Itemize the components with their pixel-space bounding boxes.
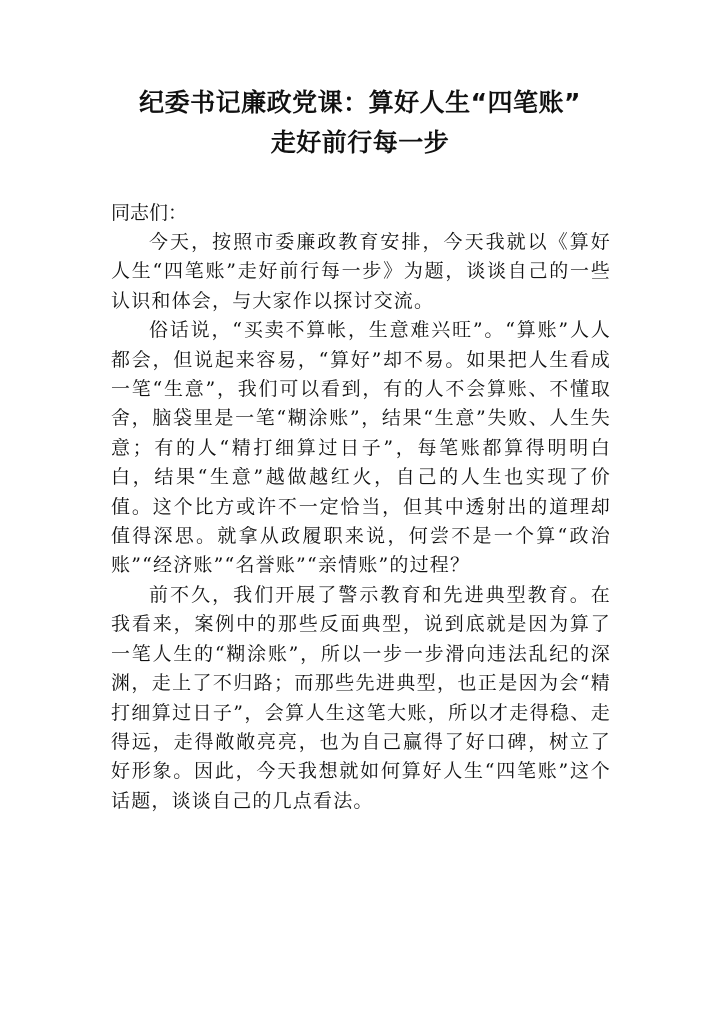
paragraph-3: 前不久，我们开展了警示教育和先进典型教育。在我看来，案例中的那些反面典型，说到底就是因为算了一笔人生的“糊涂账”，所以一步一步滑向违法乱纪的深渊，走上了不归路；而那些先进典型，也正是因为会“精打细算过日子”，会算人生这笔大账，所以才走得稳、走得远，走得敞敞亮亮，也为自己赢得了好口碑，树立了好形象。因此，今天我想就如何算好人生“四笔账”这个话题，谈谈自己的几点看法。 (111, 583, 611, 812)
paragraph-2: 俗话说，“买卖不算帐，生意难兴旺”。“算账”人人都会，但说起来容易，“算好”却不易。如果把人生看成一笔“生意”，我们可以看到，有的人不会算账、不懂取舍，脑袋里是一笔“糊涂账”，结果“生意”失败、人生失意；有的人“精打细算过日子”，每笔账都算得明明白白，结果“生意”越做越红火，自己的人生也实现了价值。这个比方或许不一定恰当，但其中透射出的道理却值得深思。就拿从政履职来说，何尝不是一个算“政治账”“经济账”“名誉账”“亲情账”的过程？ (111, 319, 611, 577)
paragraph-1: 今天，按照市委廉政教育安排，今天我就以《算好人生“四笔账”走好前行每一步》为题，谈谈自己的一些认识和体会，与大家作以探讨交流。 (111, 231, 611, 312)
document-title-line-2: 走好前行每一步 (270, 128, 450, 157)
document-body (111, 228, 611, 816)
document-title-line-1: 纪委书记廉政党课：算好人生“四笔账” (139, 88, 581, 117)
salutation: 同志们： (111, 202, 188, 224)
